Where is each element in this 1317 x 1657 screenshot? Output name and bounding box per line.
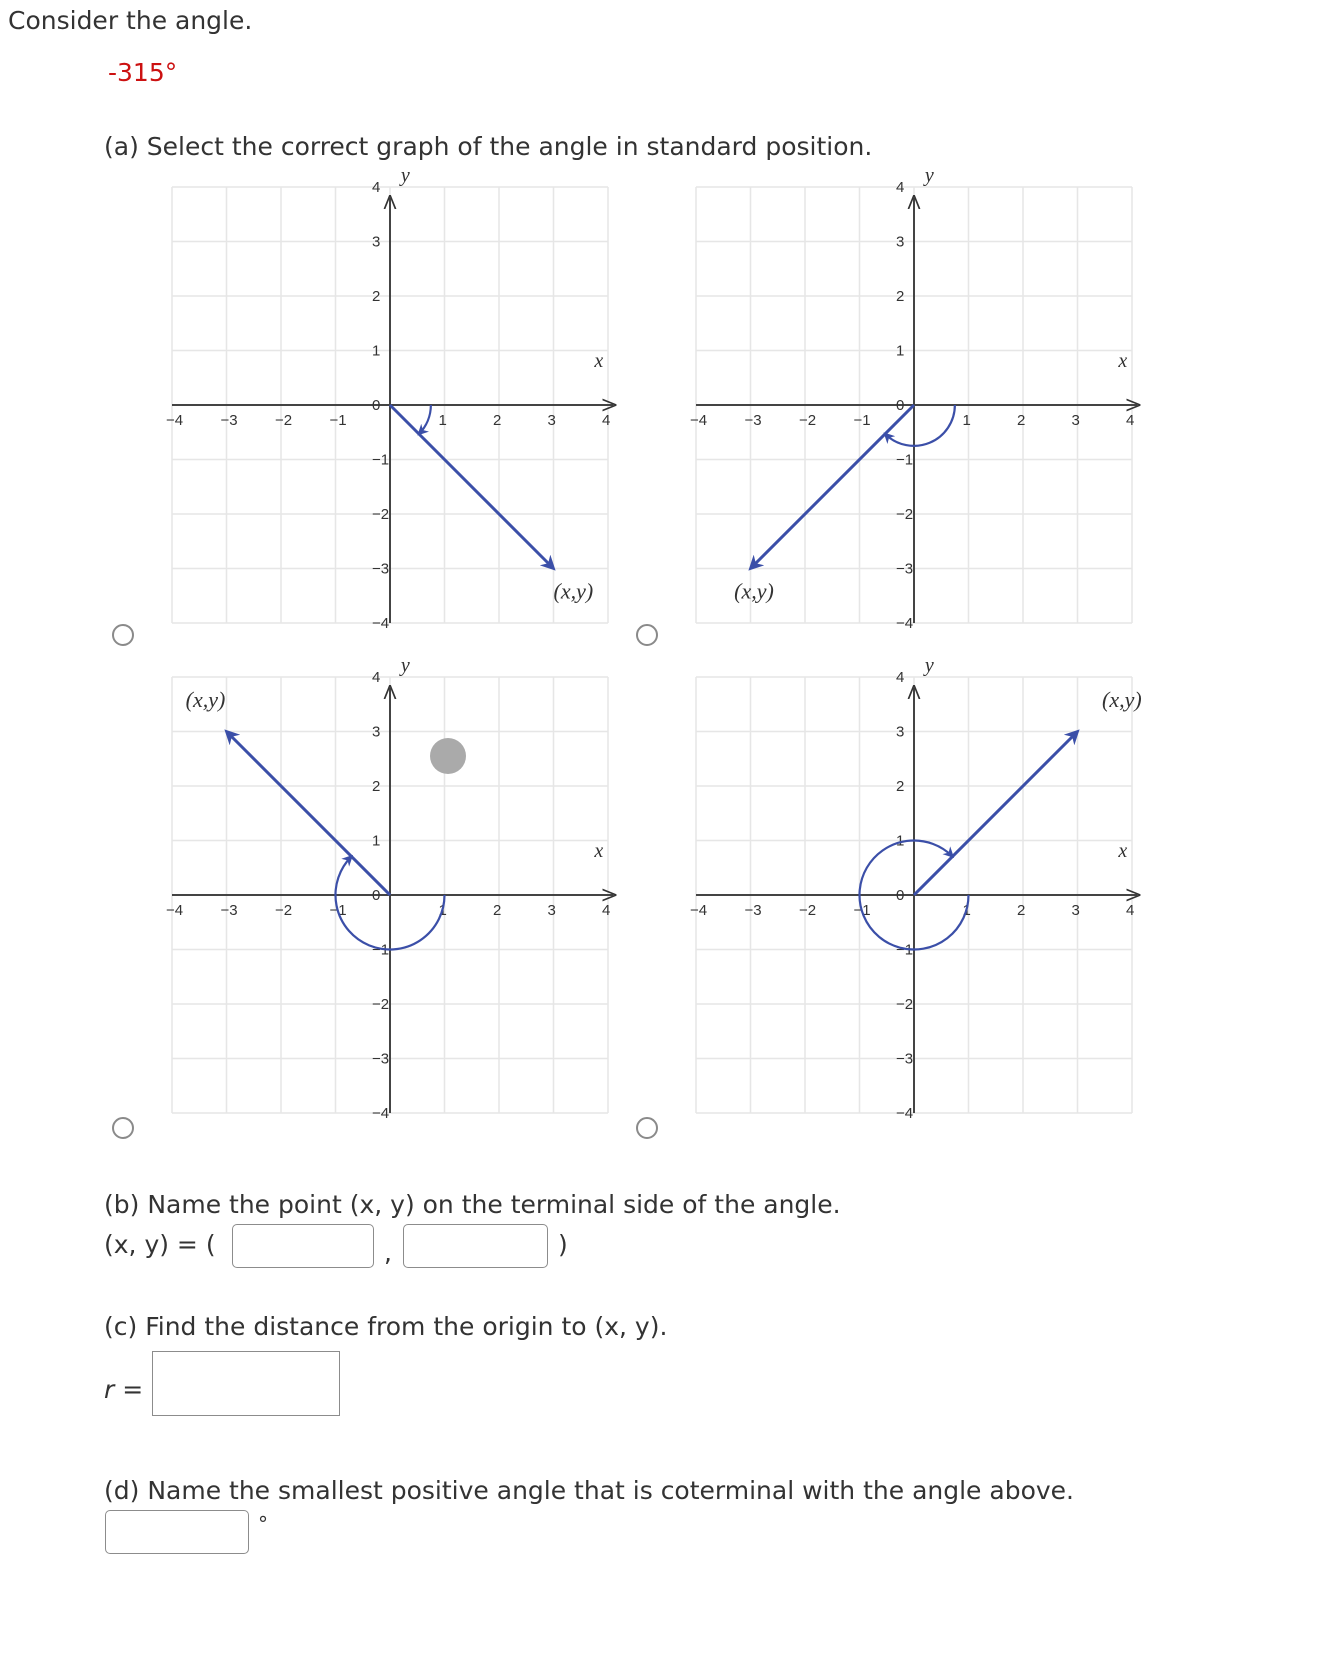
distance-input[interactable] — [152, 1351, 340, 1416]
y-tick-label: 1 — [896, 832, 905, 850]
y-tick-label: −1 — [372, 941, 390, 959]
x-tick-label: −3 — [220, 412, 238, 429]
x-tick-label: 2 — [1017, 902, 1026, 919]
x-tick-label: 1 — [962, 902, 971, 919]
x-tick-label: 4 — [1126, 412, 1135, 429]
coterminal-angle-input[interactable] — [105, 1510, 249, 1554]
y-tick-label: 0 — [896, 397, 905, 414]
point-label: (x,y) — [734, 578, 774, 604]
y-tick-label: 3 — [896, 233, 905, 251]
x-tick-label: 4 — [1126, 902, 1135, 919]
graph-option-b-svg — [669, 164, 1159, 640]
r-label: r = — [104, 1375, 144, 1404]
y-tick-label: 1 — [372, 832, 381, 850]
x-tick-label: −2 — [275, 412, 293, 429]
option-d-radio[interactable] — [636, 1117, 658, 1139]
close-paren: ) — [558, 1230, 568, 1259]
graph-option-c-svg — [145, 654, 635, 1130]
y-tick-label: −4 — [896, 1105, 914, 1122]
y-tick-label: 0 — [372, 397, 381, 414]
graph-option-d-svg — [669, 654, 1159, 1130]
x-axis-label: x — [594, 349, 604, 372]
y-tick-label: 2 — [372, 778, 381, 795]
x-tick-label: −4 — [690, 412, 708, 429]
y-tick-label: −3 — [896, 1050, 914, 1068]
x-tick-label: 4 — [602, 902, 611, 919]
graph-option-c[interactable] — [145, 654, 635, 1130]
y-tick-label: −2 — [372, 996, 390, 1013]
x-tick-label: −1 — [853, 412, 871, 429]
y-tick-label: 2 — [372, 288, 381, 305]
y-tick-label: −3 — [372, 1050, 390, 1068]
x-tick-label: −1 — [329, 412, 347, 429]
x-tick-label: −4 — [690, 902, 708, 919]
x-coordinate-input[interactable] — [232, 1224, 374, 1268]
y-tick-label: 3 — [896, 723, 905, 741]
y-tick-label: −4 — [372, 615, 390, 632]
terminal-side — [390, 405, 554, 569]
x-tick-label: −3 — [220, 902, 238, 919]
point-label: (x,y) — [553, 578, 594, 604]
x-tick-label: 2 — [493, 412, 502, 429]
y-tick-label: −3 — [896, 560, 914, 578]
x-tick-label: −1 — [853, 902, 871, 919]
x-tick-label: −4 — [166, 902, 184, 919]
part-c-prompt: (c) Find the distance from the origin to (x, y). — [104, 1312, 668, 1341]
option-c-radio[interactable] — [112, 1117, 134, 1139]
point-label: (x,y) — [185, 686, 226, 712]
x-tick-label: 3 — [547, 902, 556, 919]
x-tick-label: −2 — [275, 902, 293, 919]
graph-option-d[interactable] — [669, 654, 1159, 1130]
x-tick-label: 3 — [1071, 902, 1080, 919]
y-tick-label: 1 — [896, 342, 905, 360]
y-tick-label: 0 — [372, 887, 381, 904]
y-tick-label: −4 — [372, 1105, 390, 1122]
x-tick-label: −2 — [799, 902, 817, 919]
point-label: (x,y) — [1102, 686, 1142, 712]
option-b-radio[interactable] — [636, 624, 658, 646]
given-angle: -315° — [108, 58, 178, 87]
y-tick-label: 4 — [896, 179, 905, 196]
x-tick-label: 1 — [962, 412, 971, 429]
x-tick-label: 3 — [547, 412, 556, 429]
point-label: (x, y) = ( — [104, 1230, 216, 1259]
y-tick-label: 3 — [372, 723, 381, 741]
x-tick-label: −4 — [166, 412, 184, 429]
comma: , — [384, 1238, 392, 1267]
x-tick-label: 2 — [1017, 412, 1026, 429]
y-tick-label: −4 — [896, 615, 914, 632]
x-tick-label: 4 — [602, 412, 611, 429]
part-b-prompt: (b) Name the point (x, y) on the terminal side of the angle. — [104, 1190, 841, 1219]
y-tick-label: −1 — [896, 451, 914, 469]
y-tick-label: 2 — [896, 778, 905, 795]
part-d-prompt: (d) Name the smallest positive angle that is coterminal with the angle above. — [104, 1476, 1074, 1505]
terminal-side — [914, 732, 1078, 896]
question-intro: Consider the angle. — [8, 6, 253, 35]
y-tick-label: −1 — [372, 451, 390, 469]
cursor-marker — [430, 738, 466, 774]
y-tick-label: −2 — [896, 506, 914, 523]
graph-option-a-svg — [145, 164, 635, 640]
x-tick-label: −3 — [744, 902, 762, 919]
y-axis-label: y — [924, 164, 934, 187]
terminal-side — [751, 405, 915, 569]
y-tick-label: 4 — [372, 179, 381, 196]
option-a-radio[interactable] — [112, 624, 134, 646]
y-tick-label: −1 — [896, 941, 914, 959]
y-tick-label: −2 — [896, 996, 914, 1013]
terminal-side — [227, 732, 391, 896]
degree-symbol: ° — [258, 1512, 268, 1536]
x-axis-label: x — [594, 839, 604, 862]
x-tick-label: −2 — [799, 412, 817, 429]
y-tick-label: 4 — [372, 669, 381, 686]
y-tick-label: −3 — [372, 560, 390, 578]
graph-option-a[interactable] — [145, 164, 635, 640]
x-tick-label: 1 — [438, 902, 447, 919]
x-tick-label: 2 — [493, 902, 502, 919]
y-axis-label: y — [400, 164, 410, 187]
y-tick-label: 0 — [896, 887, 905, 904]
x-tick-label: 3 — [1071, 412, 1080, 429]
y-tick-label: 2 — [896, 288, 905, 305]
x-axis-label: x — [1118, 839, 1128, 862]
y-tick-label: 1 — [372, 342, 381, 360]
y-coordinate-input[interactable] — [403, 1224, 548, 1268]
y-axis-label: y — [400, 654, 410, 677]
y-tick-label: −2 — [372, 506, 390, 523]
angle-arc — [419, 405, 431, 434]
y-axis-label: y — [924, 654, 934, 677]
graph-option-b[interactable] — [669, 164, 1159, 640]
y-tick-label: 4 — [896, 669, 905, 686]
x-tick-label: −3 — [744, 412, 762, 429]
x-tick-label: 1 — [438, 412, 447, 429]
y-tick-label: 3 — [372, 233, 381, 251]
x-tick-label: −1 — [329, 902, 347, 919]
part-a-prompt: (a) Select the correct graph of the angle in standard position. — [104, 132, 873, 161]
x-axis-label: x — [1118, 349, 1128, 372]
